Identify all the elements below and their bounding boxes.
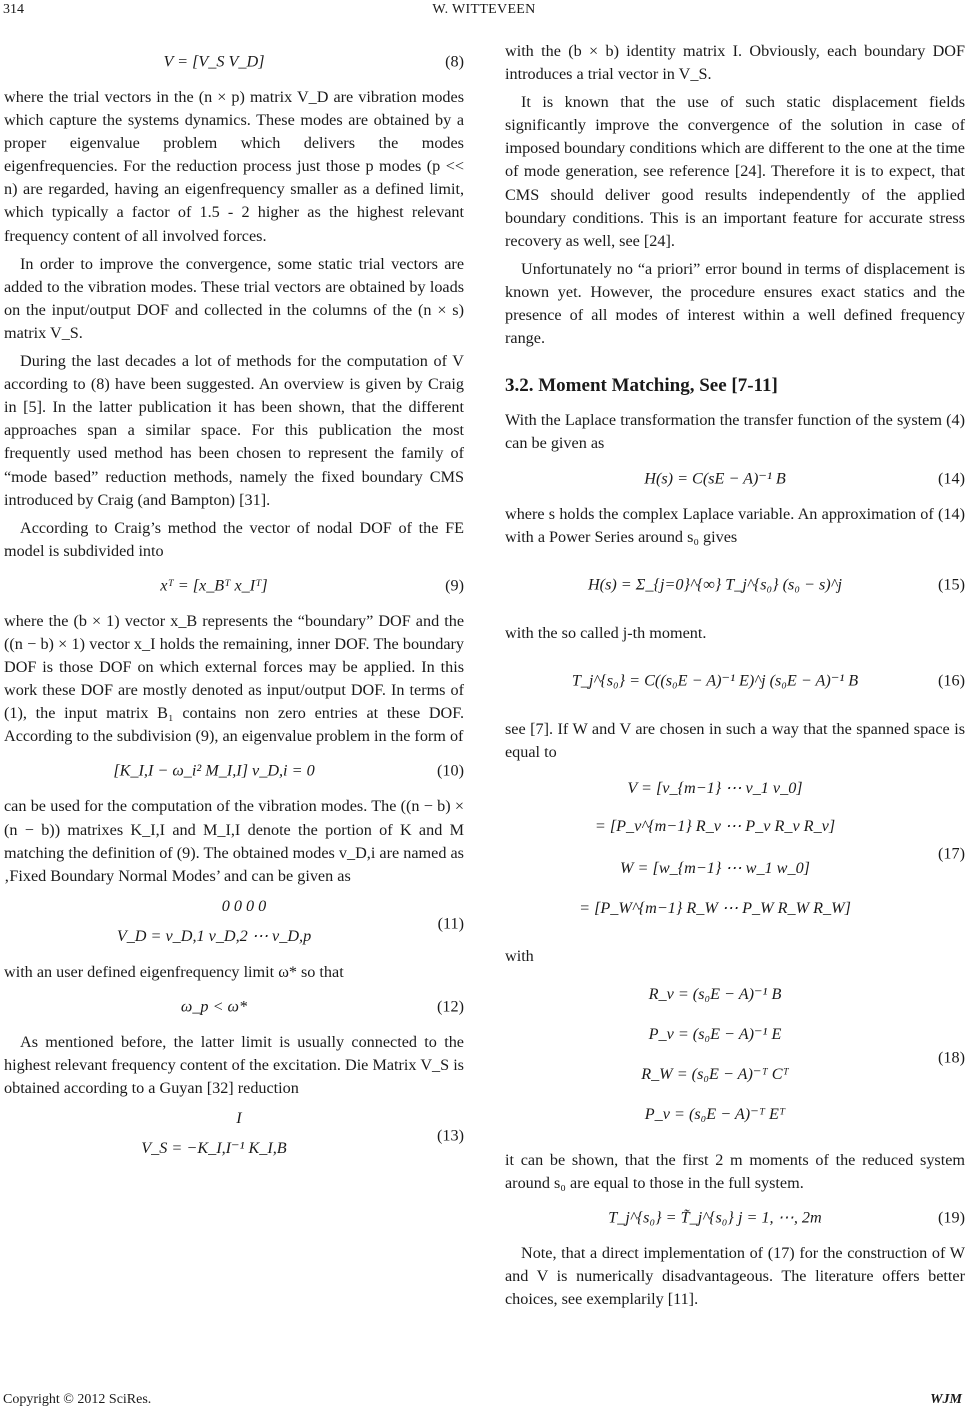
equation-14-number: (14): [938, 468, 965, 487]
equation-17-line-3: W = [w_{m−1} ⋯ w_1 w_0]: [620, 858, 810, 877]
equation-12-formula: ω_p < ω*: [180, 997, 248, 1016]
paragraph: As mentioned before, the latter limit is usually connected to the highest relevant frequency content of the excitation. Die Matrix V_S is obtained according to a Guyan [32] reduction: [4, 1032, 464, 1098]
equation-17: [505, 769, 965, 939]
equation-13-row-1: I: [236, 1109, 242, 1128]
paragraph: with an user defined eigenfrequency limit ω* so that: [4, 962, 344, 981]
equation-15-formula: H(s) = Σ_{j=0}^{∞} T_j^{s₀} (s₀ − s)^j: [587, 575, 843, 594]
equation-11-row-2: V_D = v_D,1 v_D,2 ⋯ v_D,p: [116, 926, 312, 945]
section-heading: 3.2. Moment Matching, See [7-11]: [505, 375, 778, 397]
equation-17-number: (17): [938, 844, 965, 863]
equation-18-line-3: R_W = (s₀E − A)⁻ᵀ Cᵀ: [641, 1065, 789, 1084]
paragraph: where the (b × 1) vector x_B represents the “boundary” DOF and the ((n − b) × 1) vector x_I holds the remaining, inner DOF. The boundary DOF is those DOF on which external forces may be applied. In this work these DOF are mostly denoted as input/output DOF. In terms of (1), the input matrix B₁ contains non zero entries at these DOF. According to the subdivision (9), an eigenvalue problem in the form of: [4, 611, 464, 746]
equation-13-row-2: V_S = −K_I,I⁻¹ K_I,B: [141, 1139, 287, 1158]
equation-17-line-2: = [P_v^{m−1} R_v ⋯ P_v R_v R_v]: [594, 816, 836, 835]
equation-19-formula: T_j^{s₀} = T̃_j^{s₀} j = 1, ⋯, 2m: [608, 1208, 822, 1227]
equation-16-formula: T_j^{s₀} = C((s₀E − A)⁻¹ E)^j (s₀E − A)⁻¹ B: [571, 671, 859, 690]
equation-11: [4, 893, 464, 955]
equation-18-line-4: P_v = (s₀E − A)⁻ᵀ Eᵀ: [644, 1105, 786, 1124]
paragraph: It is known that the use of such static displacement fields significantly improve the convergence of the solution in case of imposed boundary conditions which are different to the one at the time of mode generation, see reference [24]. Therefore it is to expect, that CMS should deliver good results independently of the applied boundary conditions. This is an important feature for accurate stress recovery as well, see [24].: [505, 93, 965, 250]
paragraph: with: [505, 946, 534, 965]
paragraph: see [7]. If W and V are chosen in such a way that the spanned space is equal to: [505, 719, 965, 761]
equation-10-formula: [K_I,I − ω_i² M_I,I] v_D,i = 0: [113, 761, 315, 780]
equation-11-row-1: 0 0 0 0: [221, 896, 267, 915]
paragraph: With the Laplace transformation the transfer function of the system (4) can be given as: [505, 411, 965, 453]
equation-18: [505, 973, 965, 1143]
paragraph: Note, that a direct implementation of (17) for the construction of W and V is numerically disadvantageous. The literature offers better choices, see exemplarily [11].: [505, 1244, 965, 1309]
page-number: 314: [3, 2, 24, 17]
paragraph: with the so called j-th moment.: [505, 623, 707, 642]
equation-17-line-1: V = [v_{m−1} ⋯ v_1 v_0]: [627, 778, 803, 797]
equation-18-line-2: P_v = (s₀E − A)⁻¹ E: [648, 1025, 782, 1044]
equation-17-line-4: = [P_W^{m−1} R_W ⋯ P_W R_W R_W]: [579, 898, 851, 917]
paragraph: In order to improve the convergence, some static trial vectors are added to the vibration modes. These trial vectors are obtained by loads on the input/output DOF and collected in the columns of the (n × s) matrix V_S.: [4, 254, 464, 342]
equation-18-number: (18): [938, 1048, 965, 1067]
equation-9-formula: xᵀ = [x_Bᵀ x_Iᵀ]: [160, 576, 268, 595]
equation-16: [505, 650, 965, 712]
equation-12: [4, 989, 464, 1025]
paragraph: Unfortunately no “a priori” error bound in terms of displacement is known yet. However, the procedure ensures exact statics and the presence of all modes of interest within a well defined frequency range.: [505, 259, 965, 348]
journal-abbreviation: WJM: [930, 1392, 962, 1407]
equation-15-number: (15): [938, 575, 965, 594]
equation-8-number: (8): [445, 52, 464, 71]
right-column: [505, 40, 965, 1317]
equation-14-formula: H(s) = C(sE − A)⁻¹ B: [644, 468, 786, 487]
equation-9: [4, 568, 464, 604]
equation-13: [4, 1105, 464, 1167]
equation-15: [505, 554, 965, 616]
paragraph: where the trial vectors in the (n × p) matrix V_D are vibration modes which capture the systems dynamics. These modes are obtained by a proper eigenvalue problem which delivers the modes eigenfrequencies. For the reduction process just those p modes (p << n) are regarded, having an eigenfrequency smaller as a defined limit, which typically a factor of 1.5 - 2 higher as the highest relevant frequency content of all involved forces.: [4, 88, 464, 245]
paragraph: During the last decades a lot of methods for the computation of V according to (8) have been suggested. An overview is given by Craig in [5]. In the latter publication it has been shown, that the different approaches span a similar space. For this publication the most frequently used method has been chosen to represent the family of “mode based” reduction methods, namely the fixed boundary CMS introduced by Craig (and Bampton) [31].: [4, 352, 464, 509]
equation-12-number: (12): [437, 997, 464, 1016]
equation-8: [4, 44, 464, 80]
copyright-notice: Copyright © 2012 SciRes.: [3, 1392, 152, 1407]
left-column: [4, 40, 464, 1173]
equation-13-number: (13): [437, 1126, 464, 1145]
equation-14: [505, 461, 965, 497]
equation-10: [4, 753, 464, 789]
equation-10-number: (10): [437, 761, 464, 780]
paragraph: where s holds the complex Laplace variable. An approximation of (14) with a Power Series around s₀ gives: [505, 504, 965, 546]
equation-16-number: (16): [938, 671, 965, 690]
equation-9-number: (9): [445, 576, 464, 595]
equation-18-line-1: R_v = (s₀E − A)⁻¹ B: [648, 985, 782, 1004]
equation-19: [505, 1200, 965, 1236]
equation-11-number: (11): [437, 914, 464, 933]
paragraph: can be used for the computation of the vibration modes. The ((n − b) × (n − b)) matrixes K_I,I and M_I,I denote the portion of K and M matching the definition of (9). The obtained modes v_D,i are named as ‚Fixed Boundary Normal Modes’ and can be given as: [4, 797, 464, 885]
running-title: W. WITTEVEEN: [432, 2, 536, 17]
paragraph: it can be shown, that the first 2 m moments of the reduced system around s₀ are equal to those in the full system.: [505, 1151, 965, 1193]
paragraph: with the (b × b) identity matrix I. Obviously, each boundary DOF introduces a trial vector in V_S.: [505, 42, 965, 84]
paragraph: According to Craig’s method the vector of nodal DOF of the FE model is subdivided into: [4, 518, 464, 560]
equation-19-number: (19): [938, 1208, 965, 1227]
equation-8-formula: V = [V_S V_D]: [163, 52, 265, 71]
